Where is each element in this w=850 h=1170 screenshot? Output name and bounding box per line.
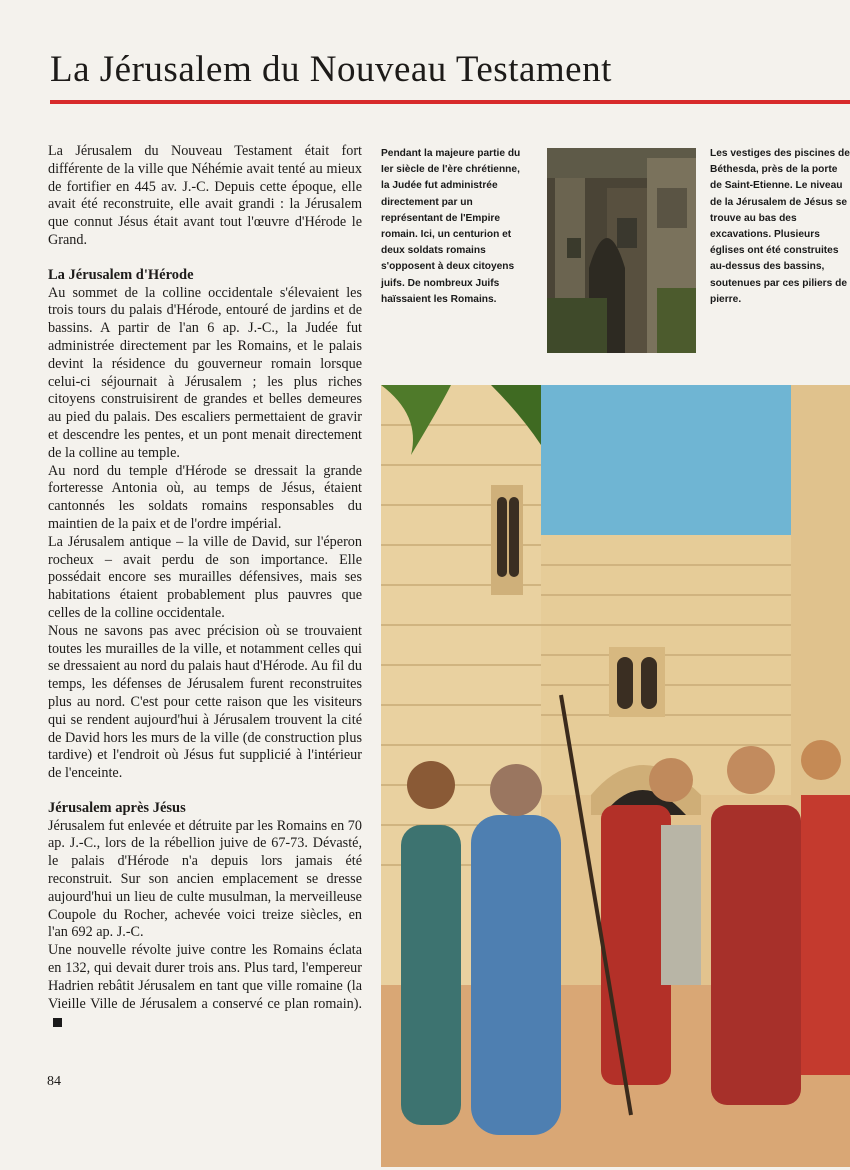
page-number: 84 bbox=[47, 1074, 61, 1089]
roman-street-scene-icon bbox=[381, 385, 850, 1167]
after-paragraph-1: Jérusalem fut enlevée et détruite par les Romains en 70 ap. J.-C., lors de la rébellion juive de 67-73. Dévasté, le palais d'Hérode n'a depuis lors jamais été reconstruit. Sur son ancien emplacement se dresse aujourd'hui un lieu de culte musulman, la merveilleuse Coupole du Rocher, achevée voici treize siècles, en l'an 692 ap. J.-C. bbox=[48, 817, 362, 941]
title-divider bbox=[50, 100, 850, 104]
roman-soldiers-illustration bbox=[381, 385, 850, 1167]
herod-paragraph-4: Nous ne savons pas avec précision où se trouvaient toutes les murailles de la ville, et notamment celles qui se dressaient au nord du palais haut d'Hérode. Au fil du temps, les défenses de Jérusalem furent reconstruites plus au nord. C'est pour cette raison que les visiteurs qui se rendent aujourd'hui à Jérusalem trouvent la cité de David hors les murs de la ville (de construction plus tardive) et l'endroit où Jésus fut supplicié à l'intérieur de l'enceinte. bbox=[48, 622, 362, 782]
after-paragraph-2-text: Une nouvelle révolte juive contre les Romains éclata en 132, qui devait durer trois ans. Plus tard, l'empereur Hadrien rebâtit Jérusalem en tant que ville romaine (la Vieille Ville de Jérusalem a conservé ce plan romain). bbox=[48, 942, 362, 1012]
page-title: La Jérusalem du Nouveau Testament bbox=[50, 49, 612, 90]
section-heading-after-jesus: Jérusalem après Jésus bbox=[48, 799, 186, 816]
section-heading-herod: La Jérusalem d'Hérode bbox=[48, 266, 194, 283]
bethesda-ruins-photo bbox=[547, 148, 696, 353]
illustration-caption: Pendant la majeure partie du Ier siècle de l'ère chrétienne, la Judée fut administrée directement par un représentant de l'Empire romain. Ici, un centurion et deux soldats romains s'opposent à deux citoyens juifs. De nombreux Juifs haïssaient les Romains. bbox=[381, 148, 521, 305]
photo-caption: Les vestiges des piscines de Béthesda, près de la porte de Saint-Etienne. Le niveau de la Jérusalem de Jésus se trouve au bas des excavations. Plusieurs églises ont été construites au-dessus des bassins, soutenues par ces piliers de pierre. bbox=[710, 148, 850, 305]
main-text-column bbox=[48, 143, 362, 1031]
intro-paragraph: La Jérusalem du Nouveau Testament était fort différente de la ville que Néhémie avait tenté au mieux de fortifier en 445 av. J.-C. Depuis cette époque, elle avait été reconstruite, elle avait grandi : la Jérusalem que connut Jésus était avant tout l'œuvre d'Hérode le Grand. bbox=[48, 143, 362, 248]
herod-paragraph-1: Au sommet de la colline occidentale s'élevaient les trois tours du palais d'Hérode, entouré de jardins et de bassins. A partir de l'an 6 ap. J.-C., la Judée fut administrée directement par les Romains, et le palais devint la résidence du gouverneur romain lorsque celui-ci séjournait à Jérusalem ; les plus riches citoyens construisirent de grandes et belles demeures au pied du palais. Des escaliers permettaient de gravir et descendre les pentes, et un pont menait directement de la colline au temple. bbox=[48, 284, 362, 461]
herod-paragraph-2: Au nord du temple d'Hérode se dressait la grande forteresse Antonia où, au temps de Jésus, étaient cantonnés les soldats romains responsables du maintien de la paix et de l'ordre impérial. bbox=[48, 462, 362, 532]
ruins-photo-icon bbox=[547, 148, 696, 353]
end-mark-icon bbox=[53, 1018, 62, 1027]
herod-paragraph-3: La Jérusalem antique – la ville de David, sur l'éperon rocheux – avait perdu de son importance. Elle possédait encore ses murailles défensives, mais ses habitations étaient probablement plus pauvres que celles de la colline occidentale. bbox=[48, 533, 362, 621]
after-paragraph-2 bbox=[48, 942, 362, 1031]
